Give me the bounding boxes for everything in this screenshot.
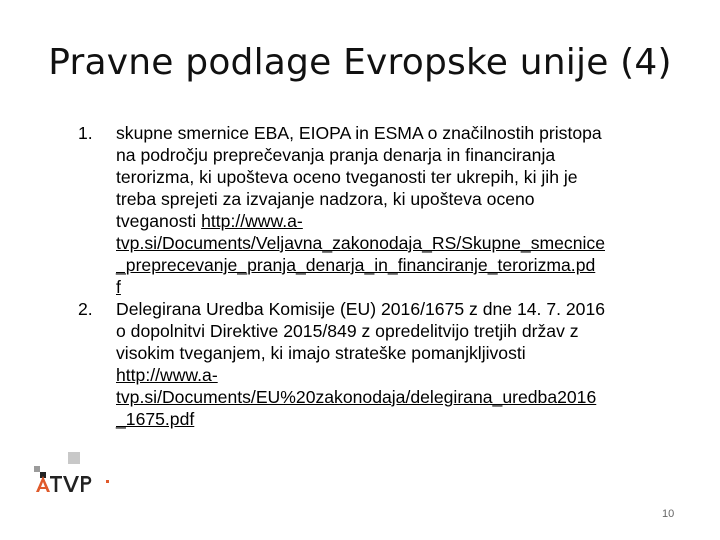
logo-letter-a — [36, 476, 50, 492]
document-link[interactable]: _1675.pdf — [116, 409, 195, 429]
item-text-line: skupne smernice EBA, EIOPA in ESMA o značilnostih pristopa — [116, 123, 602, 143]
item-text-line: visokim tveganjem, ki imajo strateške pomanjkljivosti — [116, 343, 526, 363]
item-text-line — [116, 210, 680, 232]
document-link[interactable]: tvp.si/Documents/Veljavna_zakonodaja_RS/Skupne_smecnice — [116, 233, 605, 253]
list-item — [60, 298, 680, 430]
atvp-logo — [30, 452, 140, 500]
page-number: 10 — [662, 508, 675, 520]
item-text-line: na področju preprečevanja pranja denarja in financiranja — [116, 145, 556, 165]
list-item-number: 2. — [78, 299, 93, 319]
logo-dot — [106, 480, 109, 483]
item-text-line: treba sprejeti za izvajanje nadzora, ki upošteva oceno — [116, 189, 535, 209]
document-link[interactable]: f — [116, 277, 121, 297]
logo-letter-t — [50, 476, 62, 492]
slide-title: Pravne podlage Evropske unije (4) — [48, 42, 672, 83]
document-link[interactable]: http://www.a- — [201, 211, 303, 231]
item-text-line: Delegirana Uredba Komisije (EU) 2016/1675 z dne 14. 7. 2016 — [116, 299, 606, 319]
logo-letter-a-bar — [38, 487, 48, 489]
document-link[interactable]: _preprecevanje_pranja_denarja_in_financiranje_terorizma.pd — [116, 255, 596, 275]
document-link[interactable]: tvp.si/Documents/EU%20zakonodaja/delegirana_uredba2016 — [116, 387, 597, 407]
logo-letter-p — [81, 476, 91, 492]
legal-basis-list — [60, 122, 680, 430]
item-text-segment: tveganosti — [116, 211, 202, 231]
document-link[interactable]: http://www.a- — [116, 365, 218, 385]
logo-square-gray — [34, 466, 40, 472]
item-text-line: o dopolnitvi Direktive 2015/849 z opredelitvijo tretjih držav z — [116, 321, 579, 341]
logo-letter-v — [63, 476, 79, 492]
item-text-line: terorizma, ki upošteva oceno tveganosti ter ukrepih, ki jih je — [116, 167, 578, 187]
list-item — [60, 122, 680, 298]
list-item-number: 1. — [78, 123, 93, 143]
logo-square-light — [68, 452, 80, 464]
